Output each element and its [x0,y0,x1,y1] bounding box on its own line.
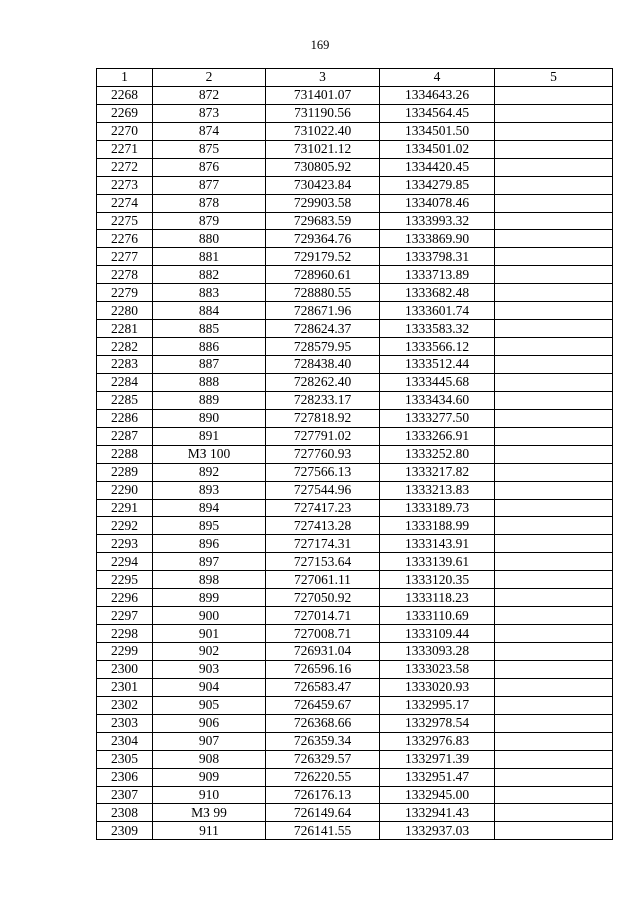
table-row [97,338,613,356]
row-index-cell: 2285 [97,391,153,409]
y-coordinate-cell: 1333266.91 [380,427,495,445]
row-index-cell: 2275 [97,212,153,230]
table-row [97,284,613,302]
notes-cell [495,571,613,589]
notes-cell [495,804,613,822]
table-row [97,266,613,284]
row-index-cell: 2303 [97,714,153,732]
y-coordinate-cell: 1333583.32 [380,320,495,338]
y-coordinate-cell: 1334643.26 [380,86,495,104]
row-index-cell: 2293 [97,535,153,553]
x-coordinate-cell: 727760.93 [266,445,380,463]
y-coordinate-cell: 1332978.54 [380,714,495,732]
notes-cell [495,445,613,463]
table-row [97,804,613,822]
table-row [97,373,613,391]
table-row [97,176,613,194]
column-header-5: 5 [495,69,613,87]
table-row [97,302,613,320]
x-coordinate-cell: 728880.55 [266,284,380,302]
x-coordinate-cell: 729683.59 [266,212,380,230]
table-row [97,660,613,678]
notes-cell [495,409,613,427]
notes-cell [495,481,613,499]
notes-cell [495,176,613,194]
row-index-cell: 2302 [97,696,153,714]
y-coordinate-cell: 1333566.12 [380,338,495,356]
row-index-cell: 2305 [97,750,153,768]
y-coordinate-cell: 1333120.35 [380,571,495,589]
column-header-3: 3 [266,69,380,87]
point-number-cell: 888 [153,373,266,391]
table-row [97,409,613,427]
x-coordinate-cell: 726931.04 [266,643,380,661]
point-number-cell: 902 [153,643,266,661]
y-coordinate-cell: 1332971.39 [380,750,495,768]
y-coordinate-cell: 1333601.74 [380,302,495,320]
point-number-cell: 887 [153,356,266,374]
row-index-cell: 2297 [97,607,153,625]
x-coordinate-cell: 731401.07 [266,86,380,104]
column-header-1: 1 [97,69,153,87]
row-index-cell: 2299 [97,643,153,661]
table-row [97,696,613,714]
x-coordinate-cell: 730423.84 [266,176,380,194]
table-row [97,122,613,140]
table-row [97,212,613,230]
point-number-cell: 901 [153,625,266,643]
table-row [97,158,613,176]
point-number-cell: 884 [153,302,266,320]
notes-cell [495,553,613,571]
notes-cell [495,284,613,302]
table-row [97,714,613,732]
point-number-cell: 875 [153,140,266,158]
point-number-cell: 877 [153,176,266,194]
point-number-cell: 904 [153,678,266,696]
notes-cell [495,194,613,212]
notes-cell [495,373,613,391]
x-coordinate-cell: 726459.67 [266,696,380,714]
row-index-cell: 2290 [97,481,153,499]
row-index-cell: 2279 [97,284,153,302]
notes-cell [495,822,613,840]
table-header [97,69,613,87]
y-coordinate-cell: 1332937.03 [380,822,495,840]
x-coordinate-cell: 727413.28 [266,517,380,535]
notes-cell [495,104,613,122]
table-row [97,391,613,409]
table-row [97,194,613,212]
point-number-cell: 903 [153,660,266,678]
y-coordinate-cell: 1333798.31 [380,248,495,266]
row-index-cell: 2291 [97,499,153,517]
table-row [97,589,613,607]
y-coordinate-cell: 1333020.93 [380,678,495,696]
x-coordinate-cell: 727566.13 [266,463,380,481]
x-coordinate-cell: 728438.40 [266,356,380,374]
x-coordinate-cell: 728262.40 [266,373,380,391]
x-coordinate-cell: 726176.13 [266,786,380,804]
y-coordinate-cell: 1334501.02 [380,140,495,158]
row-index-cell: 2309 [97,822,153,840]
x-coordinate-cell: 730805.92 [266,158,380,176]
x-coordinate-cell: 727791.02 [266,427,380,445]
table-row [97,320,613,338]
x-coordinate-cell: 726368.66 [266,714,380,732]
table-row [97,553,613,571]
y-coordinate-cell: 1333093.28 [380,643,495,661]
y-coordinate-cell: 1333109.44 [380,625,495,643]
row-index-cell: 2268 [97,86,153,104]
notes-cell [495,230,613,248]
notes-cell [495,750,613,768]
table-row [97,445,613,463]
point-number-cell: 911 [153,822,266,840]
notes-cell [495,786,613,804]
y-coordinate-cell: 1333277.50 [380,409,495,427]
row-index-cell: 2273 [97,176,153,194]
y-coordinate-cell: 1333682.48 [380,284,495,302]
x-coordinate-cell: 729179.52 [266,248,380,266]
point-number-cell: 889 [153,391,266,409]
table-body [97,86,613,839]
x-coordinate-cell: 728671.96 [266,302,380,320]
point-number-cell: 905 [153,696,266,714]
notes-cell [495,696,613,714]
row-index-cell: 2277 [97,248,153,266]
notes-cell [495,517,613,535]
point-number-cell: 898 [153,571,266,589]
notes-cell [495,768,613,786]
x-coordinate-cell: 731190.56 [266,104,380,122]
x-coordinate-cell: 726329.57 [266,750,380,768]
y-coordinate-cell: 1333188.99 [380,517,495,535]
x-coordinate-cell: 726149.64 [266,804,380,822]
notes-cell [495,248,613,266]
y-coordinate-cell: 1333512.44 [380,356,495,374]
row-index-cell: 2304 [97,732,153,750]
x-coordinate-cell: 727014.71 [266,607,380,625]
notes-cell [495,463,613,481]
row-index-cell: 2271 [97,140,153,158]
y-coordinate-cell: 1333139.61 [380,553,495,571]
point-number-cell: 907 [153,732,266,750]
table-row [97,356,613,374]
notes-cell [495,427,613,445]
table-row [97,463,613,481]
table-row [97,499,613,517]
row-index-cell: 2287 [97,427,153,445]
row-index-cell: 2301 [97,678,153,696]
x-coordinate-cell: 726220.55 [266,768,380,786]
notes-cell [495,732,613,750]
notes-cell [495,714,613,732]
y-coordinate-cell: 1334564.45 [380,104,495,122]
point-number-cell: 910 [153,786,266,804]
y-coordinate-cell: 1333993.32 [380,212,495,230]
notes-cell [495,212,613,230]
point-number-cell: МЗ 99 [153,804,266,822]
y-coordinate-cell: 1333252.80 [380,445,495,463]
table-row [97,625,613,643]
row-index-cell: 2280 [97,302,153,320]
table-row [97,678,613,696]
row-index-cell: 2307 [97,786,153,804]
row-index-cell: 2296 [97,589,153,607]
table-row [97,768,613,786]
y-coordinate-cell: 1332976.83 [380,732,495,750]
header-row [97,69,613,87]
x-coordinate-cell: 726583.47 [266,678,380,696]
x-coordinate-cell: 731022.40 [266,122,380,140]
x-coordinate-cell: 727417.23 [266,499,380,517]
row-index-cell: 2300 [97,660,153,678]
table-row [97,607,613,625]
x-coordinate-cell: 727544.96 [266,481,380,499]
row-index-cell: 2282 [97,338,153,356]
y-coordinate-cell: 1334501.50 [380,122,495,140]
y-coordinate-cell: 1333023.58 [380,660,495,678]
notes-cell [495,122,613,140]
point-number-cell: 880 [153,230,266,248]
x-coordinate-cell: 726141.55 [266,822,380,840]
point-number-cell: 909 [153,768,266,786]
point-number-cell: 892 [153,463,266,481]
point-number-cell: 900 [153,607,266,625]
point-number-cell: 873 [153,104,266,122]
notes-cell [495,499,613,517]
x-coordinate-cell: 729364.76 [266,230,380,248]
y-coordinate-cell: 1333217.82 [380,463,495,481]
table-row [97,140,613,158]
table-row [97,104,613,122]
notes-cell [495,660,613,678]
y-coordinate-cell: 1333189.73 [380,499,495,517]
point-number-cell: 882 [153,266,266,284]
row-index-cell: 2288 [97,445,153,463]
notes-cell [495,589,613,607]
notes-cell [495,266,613,284]
row-index-cell: 2306 [97,768,153,786]
point-number-cell: 894 [153,499,266,517]
point-number-cell: 883 [153,284,266,302]
point-number-cell: 885 [153,320,266,338]
table-row [97,786,613,804]
y-coordinate-cell: 1332941.43 [380,804,495,822]
point-number-cell: 872 [153,86,266,104]
row-index-cell: 2272 [97,158,153,176]
x-coordinate-cell: 727174.31 [266,535,380,553]
point-number-cell: 881 [153,248,266,266]
table-row [97,732,613,750]
row-index-cell: 2270 [97,122,153,140]
row-index-cell: 2274 [97,194,153,212]
column-header-4: 4 [380,69,495,87]
point-number-cell: 886 [153,338,266,356]
notes-cell [495,338,613,356]
notes-cell [495,607,613,625]
table-row [97,535,613,553]
table-row [97,571,613,589]
column-header-2: 2 [153,69,266,87]
notes-cell [495,625,613,643]
x-coordinate-cell: 726596.16 [266,660,380,678]
table-row [97,481,613,499]
point-number-cell: 876 [153,158,266,176]
x-coordinate-cell: 731021.12 [266,140,380,158]
y-coordinate-cell: 1333445.68 [380,373,495,391]
notes-cell [495,86,613,104]
table-row [97,230,613,248]
notes-cell [495,391,613,409]
x-coordinate-cell: 727061.11 [266,571,380,589]
y-coordinate-cell: 1333110.69 [380,607,495,625]
notes-cell [495,320,613,338]
notes-cell [495,535,613,553]
table-row [97,427,613,445]
y-coordinate-cell: 1334078.46 [380,194,495,212]
row-index-cell: 2289 [97,463,153,481]
notes-cell [495,643,613,661]
row-index-cell: 2298 [97,625,153,643]
row-index-cell: 2281 [97,320,153,338]
y-coordinate-cell: 1333713.89 [380,266,495,284]
point-number-cell: 874 [153,122,266,140]
point-number-cell: 906 [153,714,266,732]
y-coordinate-cell: 1334420.45 [380,158,495,176]
page-number: 169 [310,38,330,52]
row-index-cell: 2295 [97,571,153,589]
x-coordinate-cell: 727818.92 [266,409,380,427]
table-row [97,750,613,768]
point-number-cell: 893 [153,481,266,499]
table-row [97,517,613,535]
y-coordinate-cell: 1333434.60 [380,391,495,409]
y-coordinate-cell: 1334279.85 [380,176,495,194]
y-coordinate-cell: 1333143.91 [380,535,495,553]
row-index-cell: 2286 [97,409,153,427]
y-coordinate-cell: 1332945.00 [380,786,495,804]
x-coordinate-cell: 726359.34 [266,732,380,750]
row-index-cell: 2294 [97,553,153,571]
point-number-cell: 878 [153,194,266,212]
row-index-cell: 2276 [97,230,153,248]
x-coordinate-cell: 727050.92 [266,589,380,607]
point-number-cell: МЗ 100 [153,445,266,463]
notes-cell [495,140,613,158]
coordinates-table [96,68,613,840]
notes-cell [495,158,613,176]
row-index-cell: 2283 [97,356,153,374]
table-row [97,86,613,104]
y-coordinate-cell: 1332951.47 [380,768,495,786]
point-number-cell: 890 [153,409,266,427]
point-number-cell: 896 [153,535,266,553]
notes-cell [495,302,613,320]
x-coordinate-cell: 728233.17 [266,391,380,409]
point-number-cell: 891 [153,427,266,445]
row-index-cell: 2292 [97,517,153,535]
x-coordinate-cell: 727008.71 [266,625,380,643]
table-row [97,248,613,266]
x-coordinate-cell: 728624.37 [266,320,380,338]
y-coordinate-cell: 1333118.23 [380,589,495,607]
point-number-cell: 879 [153,212,266,230]
row-index-cell: 2284 [97,373,153,391]
notes-cell [495,356,613,374]
point-number-cell: 908 [153,750,266,768]
x-coordinate-cell: 727153.64 [266,553,380,571]
x-coordinate-cell: 728579.95 [266,338,380,356]
y-coordinate-cell: 1333869.90 [380,230,495,248]
notes-cell [495,678,613,696]
y-coordinate-cell: 1332995.17 [380,696,495,714]
table-row [97,643,613,661]
x-coordinate-cell: 729903.58 [266,194,380,212]
point-number-cell: 895 [153,517,266,535]
row-index-cell: 2278 [97,266,153,284]
row-index-cell: 2308 [97,804,153,822]
point-number-cell: 897 [153,553,266,571]
row-index-cell: 2269 [97,104,153,122]
x-coordinate-cell: 728960.61 [266,266,380,284]
y-coordinate-cell: 1333213.83 [380,481,495,499]
point-number-cell: 899 [153,589,266,607]
table-row [97,822,613,840]
